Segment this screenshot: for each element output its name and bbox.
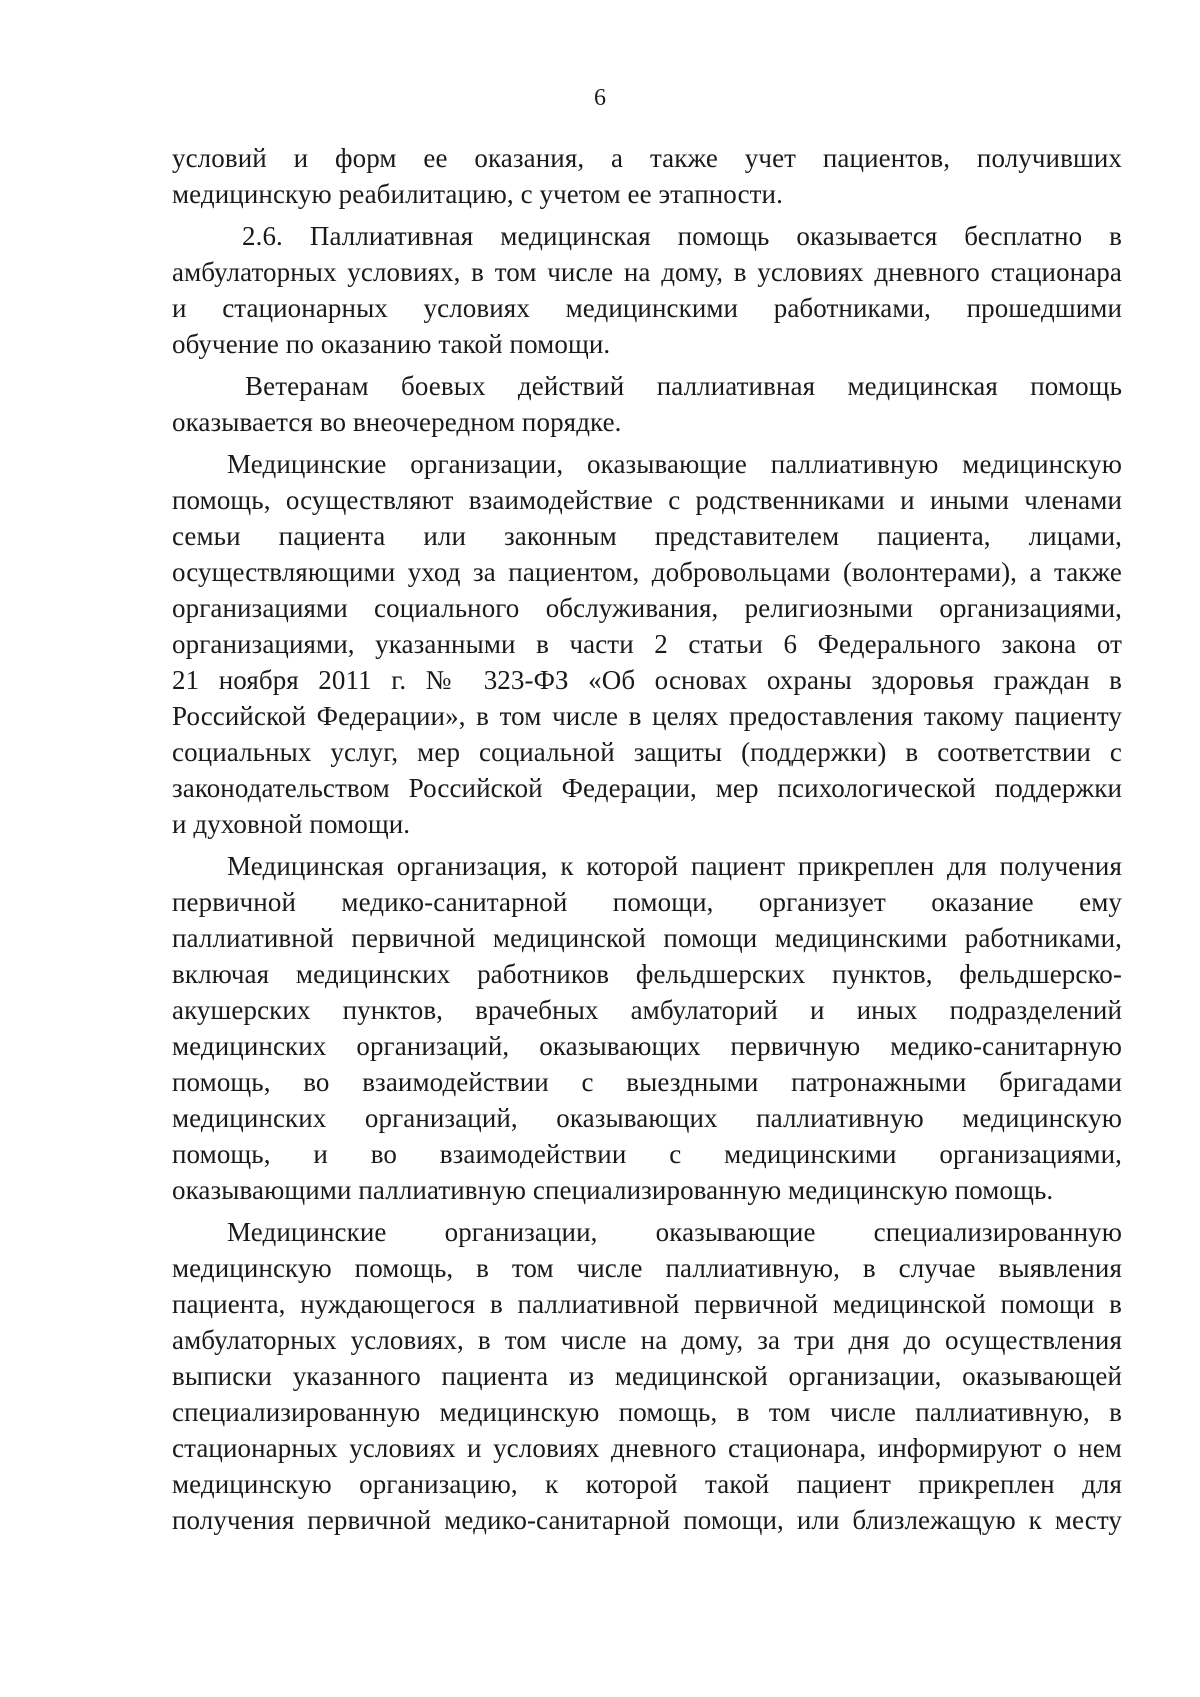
text-line: социальных услуг, мер социальной защиты (поддержки) в соответствии с (172, 737, 1122, 767)
text-line: организациями социального обслуживания, религиозными организациями, (172, 593, 1122, 623)
text-line: медицинскую помощь, в том числе паллиативную, в случае выявления (172, 1253, 1122, 1283)
text-line: медицинских организаций, оказывающих паллиативную медицинскую (172, 1103, 1122, 1133)
text-line: и духовной помощи. (172, 809, 411, 839)
text-line: амбулаторных условиях, в том числе на дому, за три дня до осуществления (172, 1325, 1122, 1355)
text-line: Медицинские организации, оказывающие паллиативную медицинскую (227, 449, 1122, 479)
text-line: медицинских организаций, оказывающих первичную медико-санитарную (172, 1031, 1122, 1061)
text-line: семьи пациента или законным представителем пациента, лицами, (172, 521, 1122, 551)
text-line: 2.6. Паллиативная медицинская помощь оказывается бесплатно в (242, 221, 1122, 251)
text-line: паллиативной первичной медицинской помощи медицинскими работниками, (172, 923, 1122, 953)
paragraph-veterans (172, 368, 1122, 440)
text-line: осуществляющими уход за пациентом, добровольцами (волонтерами), а также (172, 557, 1122, 587)
text-line: помощь, во взаимодействии с выездными патронажными бригадами (172, 1067, 1122, 1097)
paragraph-interaction (172, 446, 1122, 842)
text-line: специализированную медицинскую помощь, в том числе паллиативную, в (172, 1397, 1122, 1427)
document-body (172, 140, 1122, 1538)
paragraph-specialized-care (172, 1214, 1122, 1538)
text-line: Ветеранам боевых действий паллиативная медицинская помощь (245, 371, 1122, 401)
text-line: обучение по оказанию такой помощи. (172, 329, 611, 359)
text-line: Медицинские организации, оказывающие специализированную (227, 1217, 1122, 1247)
text-line: законодательством Российской Федерации, мер психологической поддержки (172, 773, 1122, 803)
text-line: оказывается во внеочередном порядке. (172, 407, 622, 437)
text-line: медицинскую организацию, к которой такой пациент прикреплен для (172, 1469, 1122, 1499)
text-line: включая медицинских работников фельдшерских пунктов, фельдшерско- (172, 959, 1122, 989)
text-line: 21 ноября 2011 г. № 323-ФЗ «Об основах охраны здоровья граждан в (172, 665, 1122, 695)
text-line: первичной медико-санитарной помощи, организует оказание ему (172, 887, 1122, 917)
text-line: организациями, указанными в части 2 статьи 6 Федерального закона от (172, 629, 1122, 659)
paragraph-2-6 (172, 218, 1122, 362)
paragraph-primary-care (172, 848, 1122, 1208)
text-line: медицинскую реабилитацию, с учетом ее этапности. (172, 179, 783, 209)
text-line: Медицинская организация, к которой пациент прикреплен для получения (227, 851, 1122, 881)
text-line: стационарных условиях и условиях дневного стационара, информируют о нем (172, 1433, 1122, 1463)
page-number: 6 (594, 85, 606, 111)
text-line: акушерских пунктов, врачебных амбулаторий и иных подразделений (172, 995, 1122, 1025)
text-line: помощь, осуществляют взаимодействие с родственниками и иными членами (172, 485, 1122, 515)
text-line: Российской Федерации», в том числе в целях предоставления такому пациенту (172, 701, 1122, 731)
text-line: условий и форм ее оказания, а также учет пациентов, получивших (172, 143, 1122, 173)
text-line: помощь, и во взаимодействии с медицинскими организациями, (172, 1139, 1122, 1169)
text-line: выписки указанного пациента из медицинской организации, оказывающей (172, 1361, 1122, 1391)
text-line: амбулаторных условиях, в том числе на дому, в условиях дневного стационара (172, 257, 1122, 287)
text-line: пациента, нуждающегося в паллиативной первичной медицинской помощи в (172, 1289, 1122, 1319)
paragraph-rehabilitation-tail (172, 140, 1122, 212)
text-line: оказывающими паллиативную специализированную медицинскую помощь. (172, 1175, 1054, 1205)
text-line: и стационарных условиях медицинскими работниками, прошедшими (172, 293, 1122, 323)
text-line: получения первичной медико-санитарной помощи, или близлежащую к месту (172, 1505, 1122, 1535)
